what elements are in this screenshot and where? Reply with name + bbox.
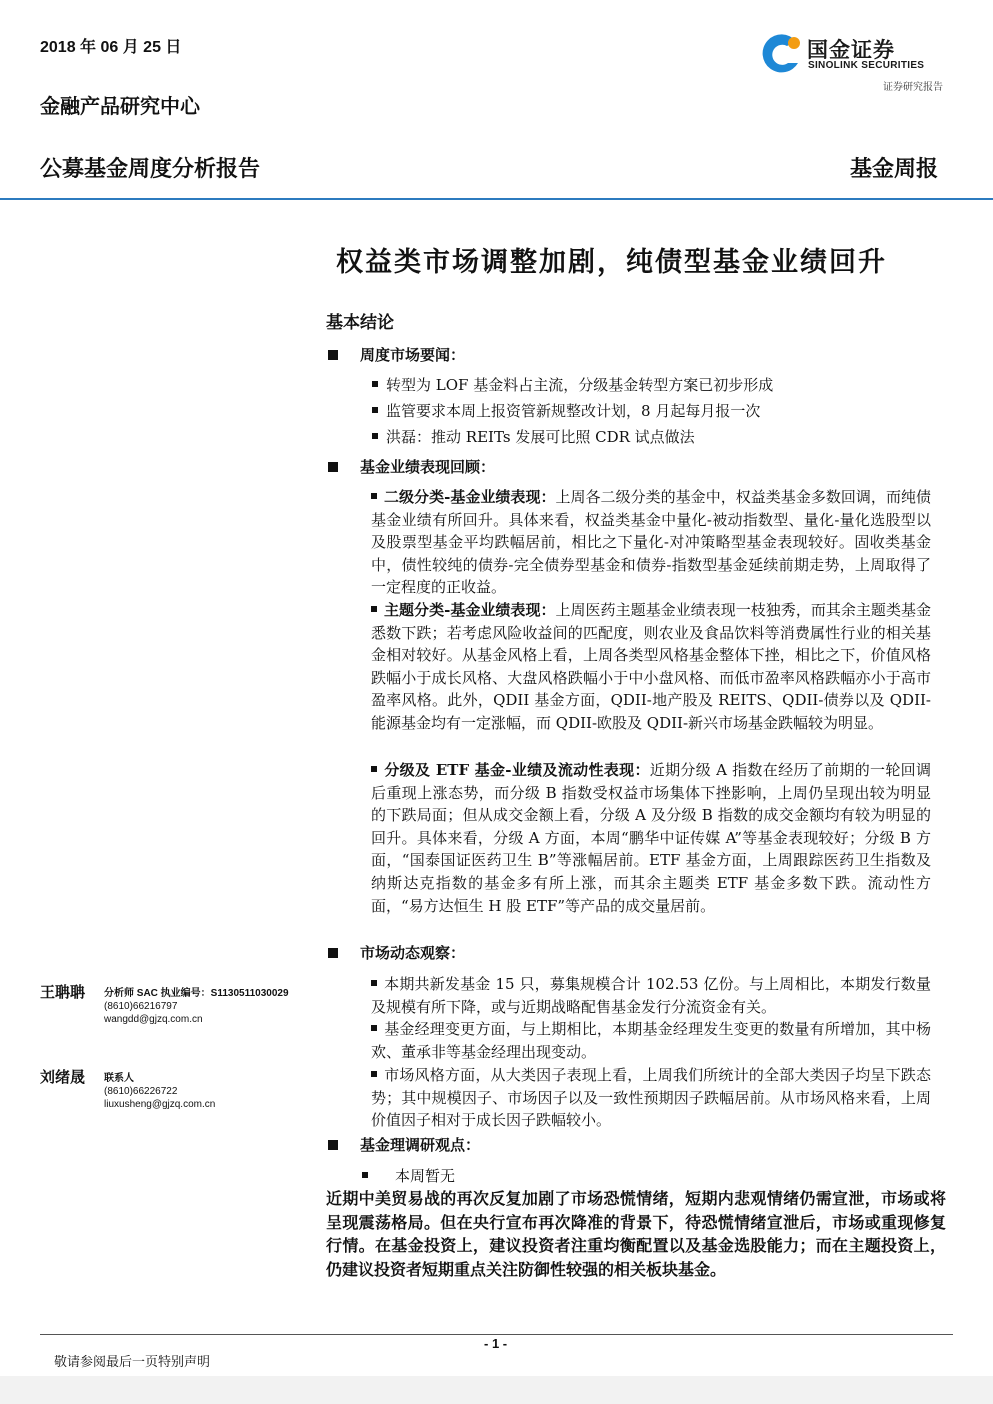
research-item: 本周暂无 xyxy=(362,1165,455,1186)
bullet-icon xyxy=(371,766,377,772)
report-subtitle: 公募基金周度分析报告 xyxy=(40,156,261,182)
bullet-icon xyxy=(371,606,377,612)
section-heading-performance: 基金业绩表现回顾： xyxy=(328,456,495,477)
page-number: - 1 - xyxy=(484,1336,508,1351)
performance-paragraph-secondary: 二级分类-基金业绩表现：上周各二级分类的基金中，权益类基金多数回调，而纯债基金业绩有所回升。具体来看，权益类基金中量化-被动指数型、量化-量化选股型以及股票型基金平均跌幅居前，相比之下量化-对冲策略型基金表现较好。固收类基金中，债性较纯的债券-完全债券型基金和债券-指数型基金延续前期走势，上周取得了一定程度的正收益。 xyxy=(371,488,931,597)
bullet-icon xyxy=(371,1071,377,1077)
report-type: 基金周报 xyxy=(849,156,938,182)
analyst-name: 刘绪晟 xyxy=(40,1068,86,1086)
footer-divider xyxy=(40,1334,953,1335)
bullet-icon xyxy=(371,493,377,499)
final-conclusion: 近期中美贸易战的再次反复加剧了市场恐慌情绪，短期内悲观情绪仍需宣泄，市场或将呈现震荡格局。但在央行宣布再次降准的背景下，待恐慌情绪宣泄后，市场或重现修复行情。在基金投资上，建议投资者注重均衡配置以及基金选股能力；而在主题投资上，仍建议投资者短期重点关注防御性较强的相关板块基金。 xyxy=(326,1189,946,1279)
bullet-icon xyxy=(371,1025,377,1031)
header-divider xyxy=(0,198,993,200)
footer-disclaimer: 敬请参阅最后一页特别声明 xyxy=(54,1355,211,1370)
bullet-icon xyxy=(371,980,377,986)
conclusion-heading: 基本结论 xyxy=(326,313,394,333)
square-bullet-icon xyxy=(328,350,338,360)
news-item: 转型为 LOF 基金料占主流，分级基金转型方案已初步形成 xyxy=(372,375,773,395)
analyst-email[interactable]: wangdd@gjzq.com.cn xyxy=(104,1014,203,1025)
market-paragraph-style: 市场风格方面，从大类因子表现上看，上周我们所统计的全部大类因子均呈下跌态势；其中规模因子、市场因子以及一致性预期因子跌幅居前。从市场风格来看，上周价值因子相对于成长因子跌幅较小。 xyxy=(371,1066,931,1130)
bullet-icon xyxy=(372,433,378,439)
square-bullet-icon xyxy=(328,462,338,472)
analyst-name: 王聃聃 xyxy=(40,983,86,1001)
research-center: 金融产品研究中心 xyxy=(40,94,200,118)
logo-text-cn: 国金证券 xyxy=(807,38,895,62)
logo-text-en: SINOLINK SECURITIES xyxy=(808,60,925,71)
report-title: 权益类市场调整加剧，纯债型基金业绩回升 xyxy=(336,247,887,278)
sinolink-logo-icon xyxy=(756,33,804,75)
section-heading-market: 市场动态观察： xyxy=(328,942,465,963)
market-paragraph-issuance: 本期共新发基金 15 只，募集规模合计 102.53 亿份。与上周相比，本期发行数量及规模有所下降，或与近期战略配售基金发行分流资金有关。 xyxy=(371,975,931,1016)
performance-paragraph-theme: 主题分类-基金业绩表现：上周医药主题基金业绩表现一枝独秀，而其余主题类基金悉数下跌；若考虑风险收益间的匹配度，则农业及食品饮料等消费属性行业的相关基金相对较好。从基金风格上看，上周各类型风格基金整体下挫，相比之下，价值风格跌幅小于成长风格、大盘风格跌幅小于中小盘风格、而低市盈率风格跌幅亦小于高市盈率风格。此外，QDII 基金方面，QDII-地产股及 REITS、QDII-债券以及 QDII-能源基金均有一定涨幅，而 QDII-欧股及 QDII-新兴市场基金跌幅较为明显。 xyxy=(371,601,931,732)
bullet-icon xyxy=(372,381,378,387)
section-heading-news: 周度市场要闻： xyxy=(328,344,465,365)
logo-subtitle: 证券研究报告 xyxy=(883,82,943,93)
analyst-email[interactable]: liuxusheng@gjzq.com.cn xyxy=(104,1099,216,1110)
analyst-info: 联系人 (8610)66226722 liuxusheng@gjzq.com.cn xyxy=(104,1073,216,1110)
bullet-icon xyxy=(362,1172,368,1178)
news-item: 洪磊：推动 REITs 发展可比照 CDR 试点做法 xyxy=(372,427,695,447)
news-item: 监管要求本周上报资管新规整改计划，8 月起每月报一次 xyxy=(372,401,760,421)
performance-paragraph-etf: 分级及 ETF 基金-业绩及流动性表现：近期分级 A 指数在经历了前期的一轮回调后重现上涨态势，而分级 B 指数受权益市场集体下挫影响，上周仍呈现出较为明显的下跌局面；但从成交金额上看，分级 A 及分级 B 指数的成交金额均有较为明显的回升。具体来看，分级 A 方面，本周“鹏华中证传媒 A”等基金表现较好；分级 B 方面，“国泰国证医药卫生 B”等涨幅居前。ETF 基金方面，上周跟踪医药卫生指数及纳斯达克指数的基金多有所上涨，而其余主题类 ETF 基金多数下跌。流动性方面，“易方达恒生 H 股 ETF”等产品的成交量居前。 xyxy=(371,761,932,915)
market-paragraph-managers: 基金经理变更方面，与上期相比，本期基金经理发生变更的数量有所增加，其中杨欢、董承非等基金经理出现变动。 xyxy=(371,1020,931,1061)
section-heading-research: 基金理调研观点： xyxy=(328,1134,480,1155)
analyst-info: 分析师 SAC 执业编号：S1130511030029 (8610)66216797 wangdd@gjzq.com.cn xyxy=(104,988,289,1025)
report-date: 2018 年 06 月 25 日 xyxy=(40,39,182,56)
square-bullet-icon xyxy=(328,1140,338,1150)
footer-band xyxy=(0,1376,993,1404)
square-bullet-icon xyxy=(328,948,338,958)
bullet-icon xyxy=(372,407,378,413)
